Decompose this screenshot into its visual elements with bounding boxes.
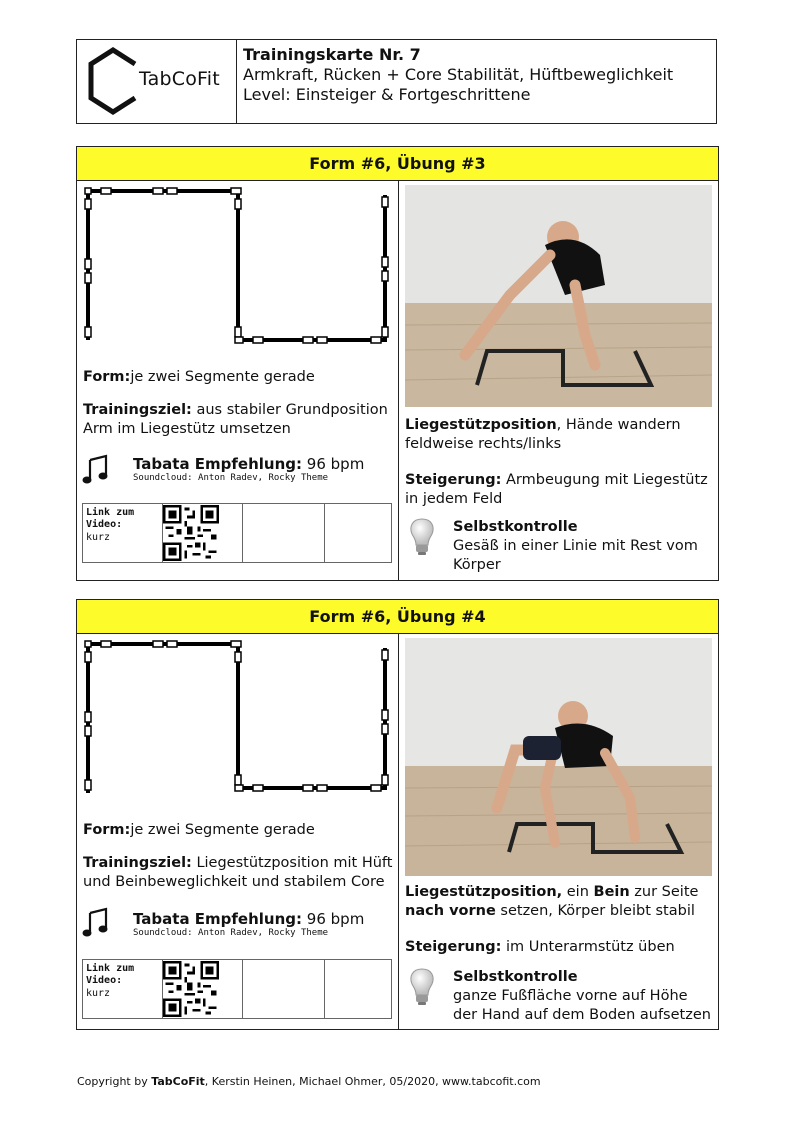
footer-copyright: Copyright by TabCoFit, Kerstin Heinen, Michael Ohmer, 05/2020, www.tabcofit.com [77,1075,541,1088]
tabcofit-hexagon-logo [83,46,143,116]
exercise-photo-illustration [405,638,712,876]
lightbulb-icon [407,967,437,1007]
video-link-table [82,503,392,563]
steigerung: Steigerung: Armbeugung mit Liegestütz in jedem Feld [405,472,708,507]
music-note-icon [82,454,110,486]
header-level: Level: Einsteiger & Fortgeschrittene [243,85,531,104]
form-line: Form:je zwei Segmente gerade [83,369,315,385]
video-link-table [82,959,392,1019]
header-text [243,45,673,105]
exercise-description: Liegestützposition, ein Bein zur Seite nach vorne setzen, Körper bleibt stabil [405,884,699,919]
logo [77,40,237,123]
lightbulb-icon [407,517,437,557]
video-length: kurz [86,988,111,999]
soundcloud-text: Soundcloud: Anton Radev, Rocky Theme [133,928,329,938]
video-length: kurz [86,532,111,543]
form-line: Form:je zwei Segmente gerade [83,822,315,838]
exercise-photo [405,638,712,876]
exercise-photo [405,185,712,407]
selbstkontrolle: Selbstkontrolle Gesäß in einer Linie mit Rest vom Körper [453,519,698,573]
exercise-card-1 [76,146,719,581]
exercise-description: Liegestützposition, Hände wandern feldweise rechts/links [405,417,681,452]
card-title: Form #6, Übung #4 [77,600,718,634]
tabata-recommendation: Tabata Empfehlung: 96 bpm Soundcloud: Anton Radev, Rocky Theme [133,455,365,483]
qr-code[interactable] [163,505,219,561]
video-link-label[interactable]: Link zum Video: [86,963,135,986]
form-diagram [83,187,393,347]
header [76,39,717,124]
exercise-card-2 [76,599,719,1030]
music-note-icon [82,907,110,939]
card-title: Form #6, Übung #3 [77,147,718,181]
qr-code[interactable] [163,961,219,1017]
steigerung: Steigerung: im Unterarmstütz üben [405,939,675,955]
soundcloud-text: Soundcloud: Anton Radev, Rocky Theme [133,473,329,483]
column-divider [398,633,399,1029]
form-diagram [83,640,393,800]
tabata-recommendation: Tabata Empfehlung: 96 bpm Soundcloud: Anton Radev, Rocky Theme [133,910,365,938]
header-subtitle: Armkraft, Rücken + Core Stabilität, Hüftbeweglichkeit [243,65,674,84]
trainingsziel: Trainingsziel: aus stabiler Grundposition Arm im Liegestütz umsetzen [83,402,388,437]
selbstkontrolle: Selbstkontrolle ganze Fußfläche vorne auf Höhe der Hand auf dem Boden aufsetzen [453,969,711,1023]
card-title-heading: Trainingskarte Nr. 7 [243,45,421,64]
video-link-label[interactable]: Link zum Video: [86,507,135,530]
logo-text: TabCoFit [139,68,220,90]
trainingsziel: Trainingsziel: Liegestützposition mit Hüft und Beinbeweglichkeit und stabilem Core [83,855,393,890]
exercise-photo-illustration [405,185,712,407]
column-divider [398,180,399,580]
